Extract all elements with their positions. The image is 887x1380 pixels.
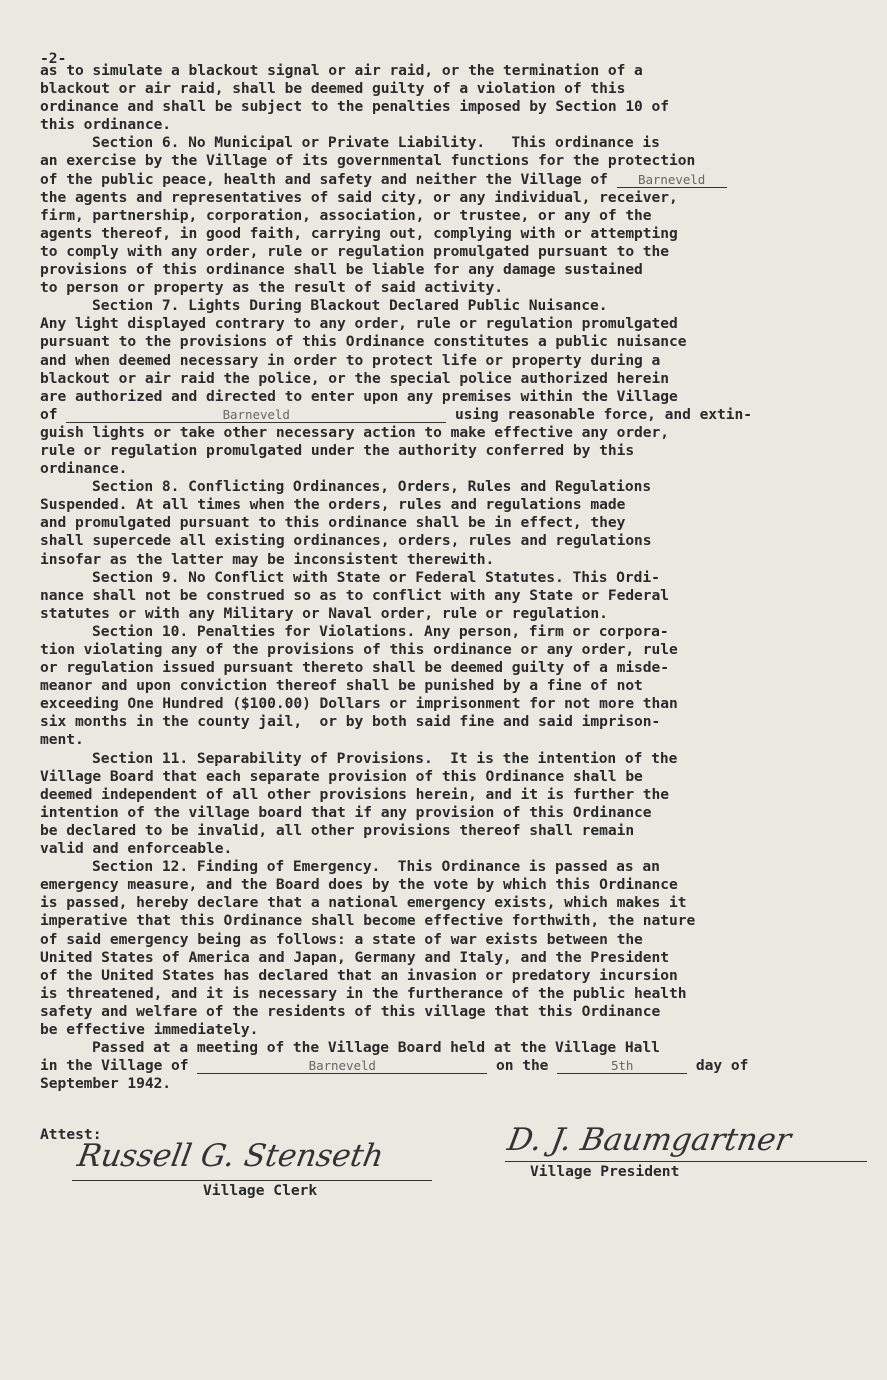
line-text: and when deemed necessary in order to protect life or property during a [40,351,661,369]
line-text: provisions of this ordinance shall be liable for any damage sustained [40,261,643,279]
line-text: emergency measure, and the Board does by the vote by which this Ordinance [40,876,678,894]
line-text: shall supercede all existing ordinances, orders, rules and regulations [40,532,652,550]
text-line [40,931,860,949]
line-text: intention of the village board that if any provision of this Ordinance [40,803,652,821]
text-line [40,80,860,98]
filled-blank: Barneveld [617,173,727,188]
text-line [40,532,860,550]
line-text: agents thereof, in good faith, carrying out, complying with or attempting [40,224,678,242]
line-text: September 1942. [40,1075,172,1093]
line-text: Section 10. Penalties for Violations. Any person, firm or corpora- [92,622,669,640]
line-text: ordinance. [40,460,128,478]
line-text: of said emergency being as follows: a state of war exists between the [40,930,643,948]
line-text: the agents and representatives of said city, or any individual, receiver, [40,188,678,206]
line-text: Section 6. No Municipal or Private Liability. This ordinance is [92,134,660,152]
text-line [40,551,860,569]
ordinance-text [40,62,860,1093]
line-text: imperative that this Ordinance shall become effective forthwith, the nature [40,912,696,930]
text-line [40,352,860,370]
text-line [40,587,860,605]
line-text: using reasonable force, and extin- [446,405,752,423]
line-text: of the United States has declared that an invasion or predatory incursion [40,966,678,984]
text-line [40,569,860,587]
text-line [40,98,860,116]
text-line [40,134,860,152]
line-text: of the public peace, health and safety and neither the Village of [40,170,608,188]
text-line [40,695,860,713]
text-line [40,731,860,749]
line-text: statutes or with any Military or Naval order, rule or regulation. [40,604,608,622]
line-text: an exercise by the Village of its governmental functions for the protection [40,152,696,170]
text-line [40,804,860,822]
president-title: Village President [530,1163,680,1180]
line-text: deemed independent of all other provisions herein, and it is further the [40,785,670,803]
line-text: firm, partnership, corporation, association, or trustee, or any of the [40,206,652,224]
text-line [40,189,860,207]
line-text: Passed at a meeting of the Village Board held at the Village Hall [92,1039,660,1057]
text-line [40,225,860,243]
line-text: and promulgated pursuant to this ordinance shall be in effect, they [40,514,626,532]
line-text: of [40,405,67,423]
text-line [40,207,860,225]
line-text: are authorized and directed to enter upon any premises within the Village [40,387,678,405]
line-text: is passed, hereby declare that a national emergency exists, which makes it [40,894,687,912]
text-line [40,152,860,170]
line-text: guish lights or take other necessary action to make effective any order, [40,423,670,441]
line-text: ordinance and shall be subject to the penalties imposed by Section 10 of [40,98,670,116]
line-text: Section 8. Conflicting Ordinances, Orders, Rules and Regulations [92,478,652,496]
text-line [40,1057,860,1075]
text-line [40,713,860,731]
text-line [40,62,860,80]
text-line [40,858,860,876]
line-text: valid and enforceable. [40,840,233,858]
line-text: in the Village of [40,1057,198,1075]
text-line [40,768,860,786]
text-line [40,677,860,695]
text-line [40,840,860,858]
text-line [40,171,860,189]
text-line [40,243,860,261]
text-line [40,388,860,406]
line-text: Section 9. No Conflict with State or Federal Statutes. This Ordi- [92,568,660,586]
text-line [40,641,860,659]
line-text: be declared to be invalid, all other provisions thereof shall remain [40,821,635,839]
text-line [40,1021,860,1039]
line-text: day of [687,1057,749,1075]
text-line [40,496,860,514]
line-text: United States of America and Japan, Germany and Italy, and the President [40,948,670,966]
text-line [40,876,860,894]
line-text: ment. [40,731,84,749]
line-text: meanor and upon conviction thereof shall be punished by a fine of not [40,677,643,695]
line-text: safety and welfare of the residents of this village that this Ordinance [40,1002,661,1020]
line-text: pursuant to the provisions of this Ordinance constitutes a public nuisance [40,333,687,351]
line-text: Section 7. Lights During Blackout Declared Public Nuisance. [92,297,608,315]
line-text: is threatened, and it is necessary in the furtherance of the public health [40,984,687,1002]
president-signature-line [505,1161,867,1162]
line-text: blackout or air raid, shall be deemed guilty of a violation of this [40,80,626,98]
line-text [608,171,617,188]
text-line [40,514,860,532]
text-line [40,1039,860,1057]
page-number: -2- [40,50,67,67]
line-text: nance shall not be construed so as to conflict with any State or Federal [40,586,670,604]
line-text: this ordinance. [40,116,172,134]
line-text: Any light displayed contrary to any order, rule or regulation promulgated [40,315,678,333]
line-text: Section 11. Separability of Provisions. It is the intention of the [92,749,678,767]
line-text: as to simulate a blackout signal or air raid, or the termination of a [40,62,643,79]
line-text: Section 12. Finding of Emergency. This Ordinance is passed as an [92,858,660,876]
text-line [40,750,860,768]
line-text: insofar as the latter may be inconsistent therewith. [40,550,495,568]
line-text: to person or property as the result of said activity. [40,279,504,297]
text-line [40,623,860,641]
line-text: rule or regulation promulgated under the authority conferred by this [40,441,635,459]
line-text: to comply with any order, rule or regulation promulgated pursuant to the [40,242,670,260]
text-line [40,406,860,424]
line-text: or regulation issued pursuant thereto shall be deemed guilty of a misde- [40,659,670,677]
text-line [40,659,860,677]
line-text: blackout or air raid the police, or the special police authorized herein [40,369,670,387]
text-line [40,370,860,388]
text-line [40,315,860,333]
line-text: Village Board that each separate provision of this Ordinance shall be [40,767,643,785]
text-line [40,967,860,985]
text-line [40,985,860,1003]
text-line [40,478,860,496]
attest-label: Attest: [40,1126,102,1143]
text-line [40,297,860,315]
clerk-signature: Russell G. Stenseth [74,1138,387,1174]
filled-blank: 5th [557,1059,687,1074]
line-text: six months in the county jail, or by both said fine and said imprison- [40,713,661,731]
president-signature: D. J. Baumgartner [504,1122,794,1158]
filled-blank: Barneveld [197,1059,487,1074]
clerk-title: Village Clerk [203,1182,318,1199]
text-line [40,605,860,623]
text-line [40,912,860,930]
text-line [40,116,860,134]
filled-blank: Barneveld [66,408,446,423]
text-line [40,786,860,804]
text-line [40,460,860,478]
text-line [40,279,860,297]
text-line [40,261,860,279]
text-line [40,333,860,351]
line-text: tion violating any of the provisions of this ordinance or any order, rule [40,641,678,658]
text-line [40,442,860,460]
clerk-signature-line [72,1180,432,1181]
line-text: be effective immediately. [40,1020,259,1038]
text-line [40,1003,860,1021]
text-line [40,1075,860,1093]
line-text: Suspended. At all times when the orders, rules and regulations made [40,496,626,514]
line-text: exceeding One Hundred ($100.00) Dollars or imprisonment for not more than [40,695,678,713]
line-text: on the [487,1057,558,1075]
text-line [40,424,860,442]
text-line [40,949,860,967]
text-line [40,894,860,912]
text-line [40,822,860,840]
